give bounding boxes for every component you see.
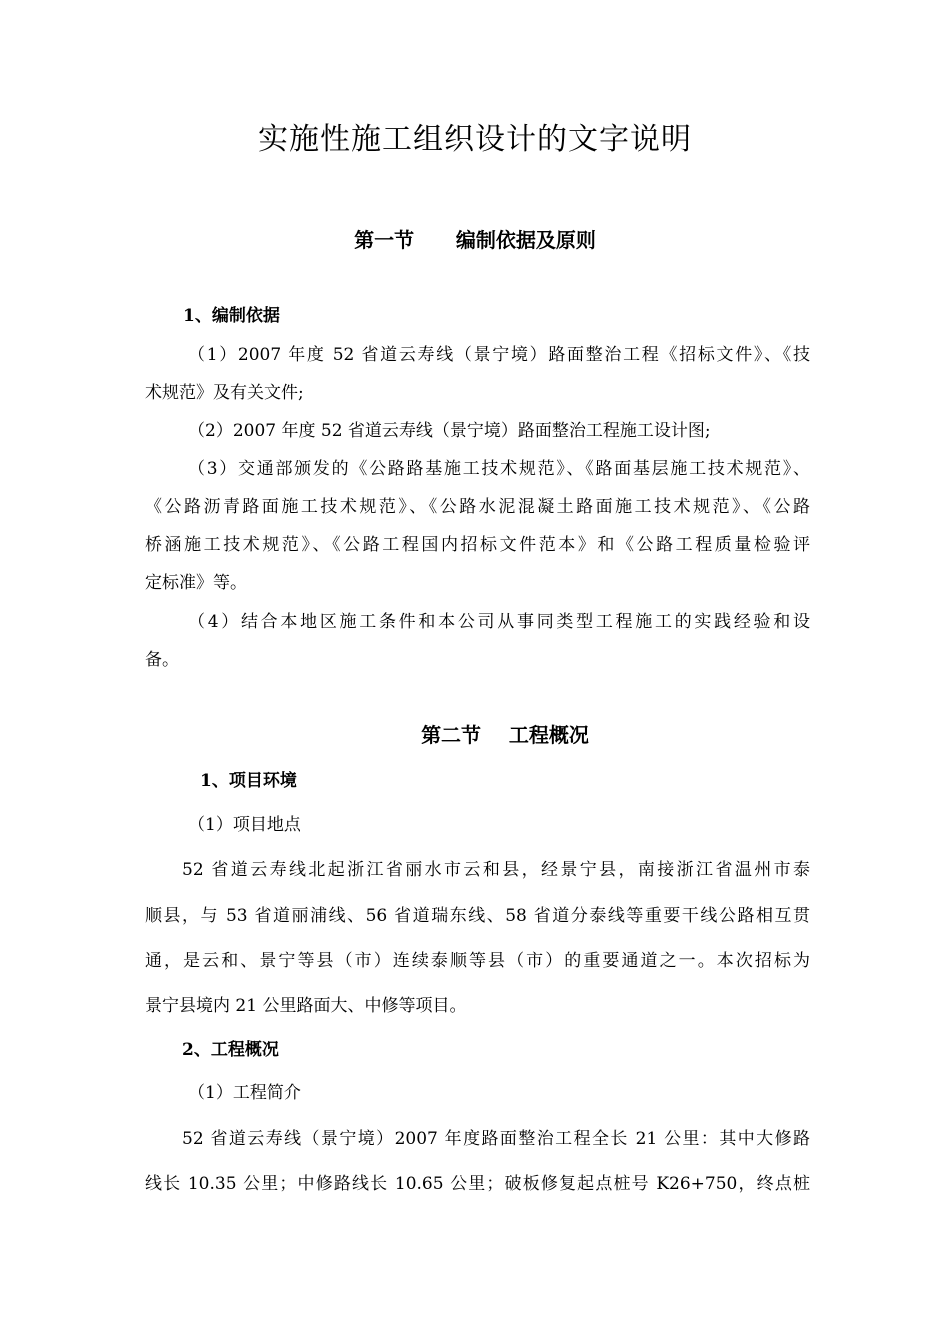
paragraph-line: 线长 10.35 公里；中修路线长 10.65 公里；破板修复起点桩号 K26+750，终点桩 [145, 1174, 810, 1194]
paragraph-line: （4）结合本地区施工条件和本公司从事同类型工程施工的实践经验和设 [188, 612, 810, 632]
paragraph-line: （1）项目地点 [188, 815, 301, 835]
subheading-overview: 2、工程概况 [182, 1040, 279, 1060]
paragraph-line: 景宁县境内 21 公里路面大、中修等项目。 [145, 996, 467, 1016]
paragraph-line: 备。 [145, 650, 179, 670]
section-1-heading: 第一节 编制依据及原则 [354, 228, 596, 252]
paragraph-line: 52 省道云寿线北起浙江省丽水市云和县，经景宁县，南接浙江省温州市泰 [182, 860, 810, 880]
paragraph-line: 《公路沥青路面施工技术规范》、《公路水泥混凝土路面施工技术规范》、《公路 [145, 497, 810, 517]
subheading-basis: 1、编制依据 [183, 306, 280, 326]
paragraph-line: 通，是云和、景宁等县（市）连续泰顺等县（市）的重要通道之一。本次招标为 [145, 951, 810, 971]
section-2-heading: 第二节 工程概况 [421, 723, 589, 747]
document-title: 实施性施工组织设计的文字说明 [258, 122, 692, 157]
paragraph-line: （2）2007 年度 52 省道云寿线（景宁境）路面整治工程施工设计图; [188, 421, 711, 441]
paragraph-line: 定标准》等。 [145, 573, 247, 593]
paragraph-line: 52 省道云寿线（景宁境）2007 年度路面整治工程全长 21 公里：其中大修路 [182, 1129, 810, 1149]
subheading-environment: 1、项目环境 [200, 771, 297, 791]
paragraph-line: 顺县，与 53 省道丽浦线、56 省道瑞东线、58 省道分泰线等重要干线公路相互贯 [145, 906, 810, 926]
paragraph-line: （3）交通部颁发的《公路路基施工技术规范》、《路面基层施工技术规范》、 [188, 459, 810, 479]
paragraph-line: （1）2007 年度 52 省道云寿线（景宁境）路面整治工程《招标文件》、《技 [188, 345, 810, 365]
paragraph-line: 术规范》及有关文件; [145, 383, 304, 403]
paragraph-line: 桥涵施工技术规范》、《公路工程国内招标文件范本》和《公路工程质量检验评 [145, 535, 810, 555]
paragraph-line: （1）工程简介 [188, 1083, 301, 1103]
